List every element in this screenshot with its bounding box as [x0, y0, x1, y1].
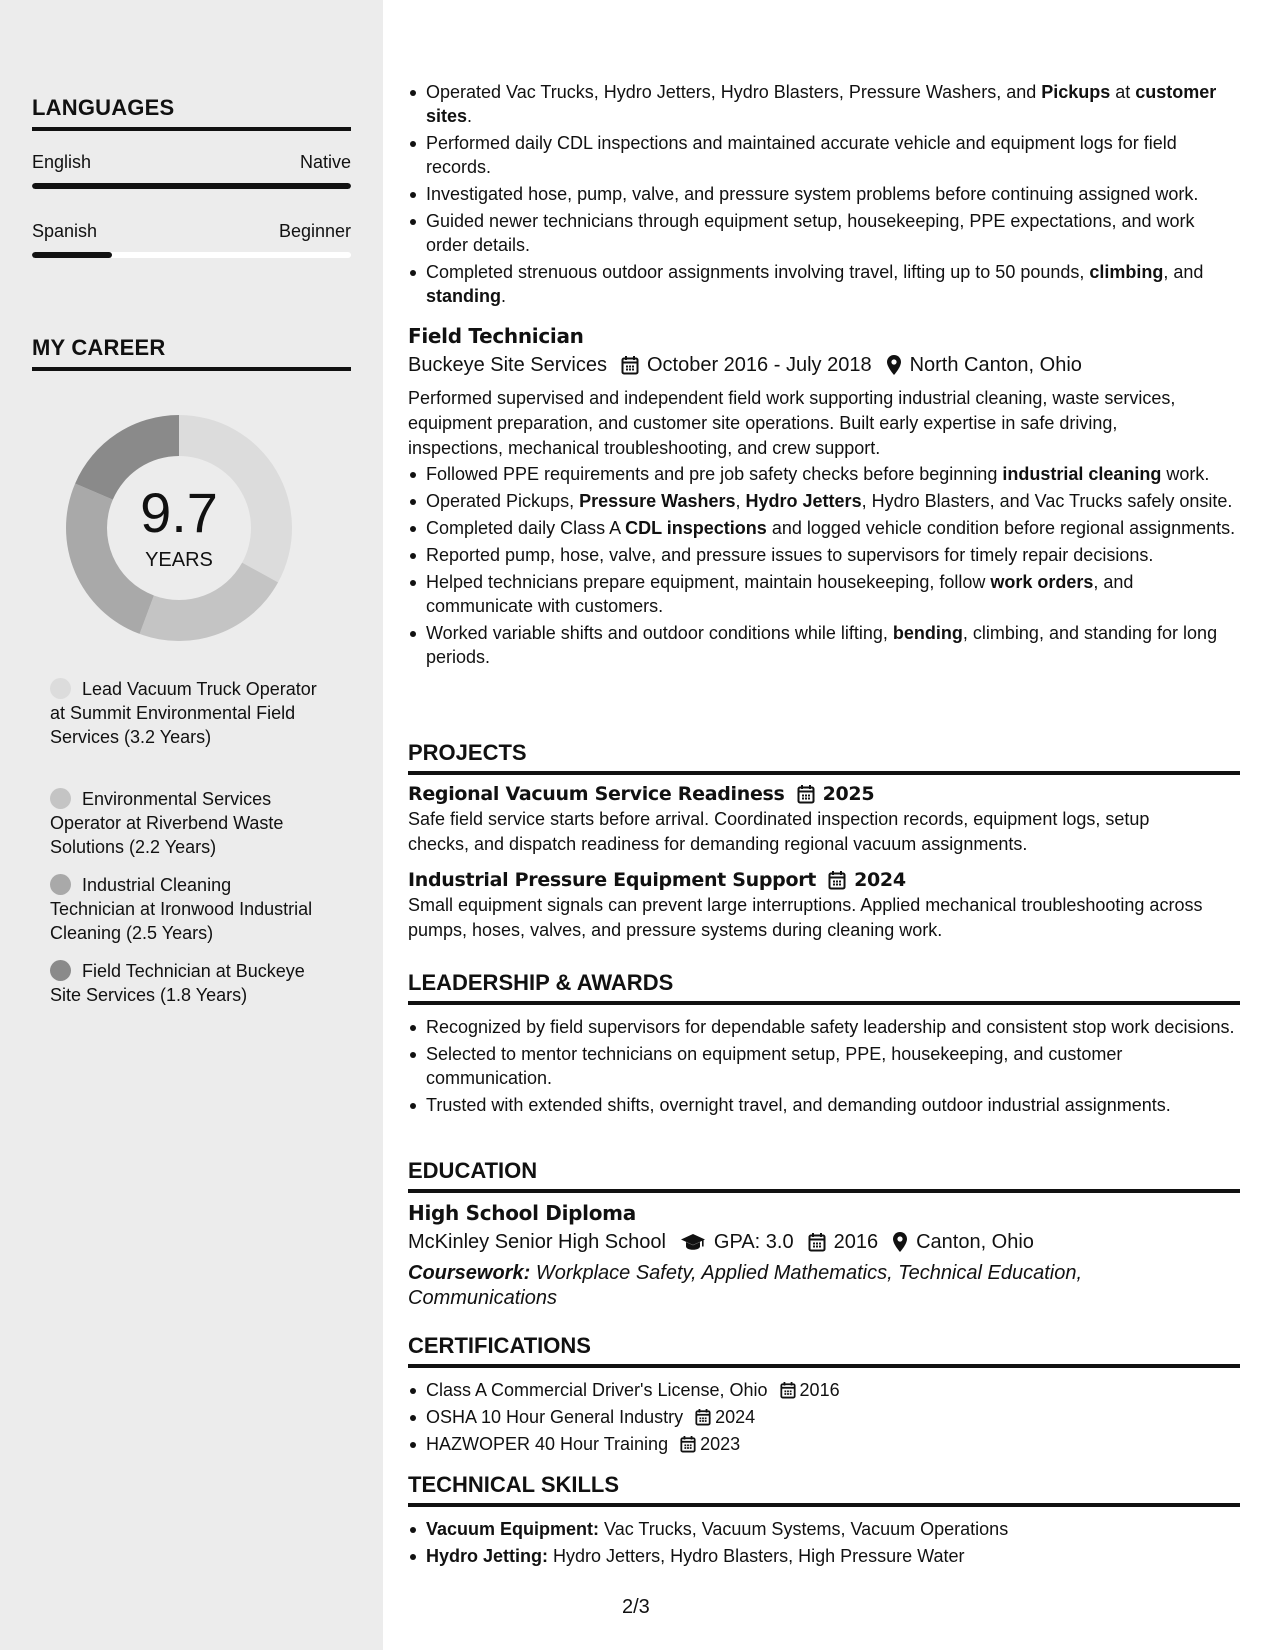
- calendar-icon: [695, 1408, 711, 1426]
- project-title-row: [408, 869, 1240, 891]
- bullet-list: [408, 1517, 1240, 1568]
- career-legend-label: Field Technician at Buckeye Site Services (1.8 Years): [50, 961, 305, 1005]
- bullet-text: Helped technicians prepare equipment, maintain housekeeping, follow: [426, 572, 991, 592]
- bullet-item: [408, 1042, 1240, 1090]
- bullet-item: [408, 209, 1240, 257]
- leadership-section: [408, 970, 1240, 1120]
- certification-name: HAZWOPER 40 Hour Training: [426, 1434, 669, 1454]
- bullet-list: [408, 462, 1240, 669]
- certification-item: [408, 1432, 1240, 1456]
- project-title: Industrial Pressure Equipment Support: [408, 869, 817, 891]
- calendar-icon: [797, 784, 815, 804]
- language-level: Beginner: [278, 221, 351, 241]
- calendar-icon: [680, 1435, 696, 1453]
- education-gpa: GPA: 3.0: [713, 1231, 794, 1253]
- bullet-text: Operated Pickups,: [426, 491, 580, 511]
- bullet-item: [408, 570, 1240, 618]
- bullet-bold-text: work orders: [990, 572, 1094, 592]
- sidebar: [0, 0, 383, 1650]
- bullet-text: .: [467, 106, 473, 126]
- skill-item: [408, 1517, 1240, 1541]
- legend-dot-icon: [50, 678, 71, 699]
- career-legend-label: Environmental Services Operator at Riverbend Waste Solutions (2.2 Years): [50, 789, 284, 857]
- project-year: 2024: [854, 869, 906, 891]
- bullet-text: .: [501, 286, 507, 306]
- education-meta: [408, 1227, 1240, 1257]
- language-bar-english: [32, 183, 351, 189]
- bullet-text: Completed strenuous outdoor assignments involving travel, lifting up to 50 pounds,: [426, 262, 1090, 282]
- calendar-icon: [621, 355, 639, 375]
- bullet-bold-text: CDL inspections: [625, 518, 767, 538]
- projects-section: [408, 740, 1240, 943]
- languages-heading: LANGUAGES: [32, 95, 351, 131]
- language-bar-fill: [32, 252, 112, 258]
- bullet-text: Trusted with extended shifts, overnight travel, and demanding outdoor industrial assignments.: [426, 1095, 1171, 1115]
- language-bar-fill: [32, 183, 351, 189]
- certification-name: OSHA 10 Hour General Industry: [426, 1407, 684, 1427]
- bullet-text: Followed PPE requirements and pre job safety checks before beginning: [426, 464, 1003, 484]
- job-summary: Performed supervised and independent field work supporting industrial cleaning, waste services, equipment preparation, and customer site operations. Built early expertise in safe driving, inspections, mechanical troubleshooting, and crew support.: [408, 388, 1176, 458]
- education-year: 2016: [833, 1231, 879, 1253]
- certification-year: 2023: [700, 1434, 741, 1454]
- bullet-text: Worked variable shifts and outdoor conditions while lifting,: [426, 623, 893, 643]
- coursework-value: Workplace Safety, Applied Mathematics, Technical Education, Communications: [408, 1262, 1083, 1309]
- donut-segment: [140, 563, 278, 641]
- certification-name: Class A Commercial Driver's License, Ohio: [426, 1380, 768, 1400]
- bullet-item: [408, 516, 1240, 540]
- skill-item: [408, 1544, 1240, 1568]
- calendar-icon: [780, 1381, 796, 1399]
- bullet-text: at: [1110, 82, 1136, 102]
- bullet-list: [408, 80, 1240, 308]
- bullet-bold-text: Hydro Jetters: [745, 491, 862, 511]
- legend-dot-icon: [50, 960, 71, 981]
- bullet-bold-text: climbing: [1089, 262, 1164, 282]
- career-legend-label: Industrial Cleaning Technician at Ironwood Industrial Cleaning (2.5 Years): [50, 875, 313, 943]
- career-legend-item: [50, 677, 320, 749]
- bullet-text: , climbing, and standing for long periods.: [426, 623, 1218, 667]
- location-pin-icon: [886, 354, 902, 376]
- certification-item: [408, 1378, 1240, 1402]
- bullet-text: Selected to mentor technicians on equipment setup, PPE, housekeeping, and customer communication.: [426, 1044, 1123, 1088]
- language-name: Spanish: [32, 221, 98, 241]
- language-row-spanish: [32, 221, 351, 242]
- location-pin-icon: [892, 1231, 908, 1253]
- education-section: [408, 1158, 1240, 1311]
- bullet-bold-text: standing: [426, 286, 501, 306]
- education-school: McKinley Senior High School: [408, 1231, 666, 1253]
- education-coursework: [408, 1261, 1128, 1311]
- career-years-label: YEARS: [145, 549, 213, 571]
- bullet-text: Reported pump, hose, valve, and pressure issues to supervisors for timely repair decisions.: [426, 545, 1154, 565]
- job-meta: [408, 350, 1240, 380]
- language-name: English: [32, 152, 92, 172]
- legend-dot-icon: [50, 788, 71, 809]
- project-description: Safe field service starts before arrival. Coordinated inspection records, equipment logs, setup checks, and dispatch readiness for demanding regional vacuum assignments.: [408, 809, 1150, 854]
- bullet-item: [408, 260, 1240, 308]
- bullet-text: Operated Vac Trucks, Hydro Jetters, Hydro Blasters, Pressure Washers, and: [426, 82, 1042, 102]
- bullet-item: [408, 621, 1240, 669]
- bullet-item: [408, 1015, 1240, 1039]
- page-number: 2/3: [622, 1596, 650, 1618]
- bullet-item: [408, 489, 1240, 513]
- project-description: Small equipment signals can prevent large interruptions. Applied mechanical troubleshooting across pumps, hoses, valves, and pressure systems during cleaning work.: [408, 895, 1203, 940]
- career-legend-item: [50, 873, 320, 945]
- skills-section: [408, 1472, 1240, 1571]
- bullet-text: Completed daily Class A: [426, 518, 626, 538]
- coursework-label: Coursework:: [408, 1262, 531, 1284]
- bullet-bold-text: bending: [892, 623, 963, 643]
- certification-year: 2024: [715, 1407, 756, 1427]
- main-content: [408, 0, 1240, 1650]
- skill-label: Vacuum Equipment:: [426, 1519, 600, 1539]
- bullet-text: , and: [1163, 262, 1204, 282]
- career-heading: MY CAREER: [32, 335, 351, 371]
- calendar-icon: [808, 1232, 826, 1252]
- skill-value: Vac Trucks, Vacuum Systems, Vacuum Operations: [604, 1519, 1009, 1539]
- career-legend-label: Lead Vacuum Truck Operator at Summit Environmental Field Services (3.2 Years): [50, 679, 317, 747]
- job-field-technician: [408, 324, 1240, 672]
- calendar-icon: [828, 870, 846, 890]
- project-title: Regional Vacuum Service Readiness: [408, 783, 785, 805]
- graduation-cap-icon: [680, 1232, 706, 1252]
- career-donut-chart: [66, 415, 292, 641]
- bullet-item: [408, 80, 1240, 128]
- skill-label: Hydro Jetting:: [426, 1546, 549, 1566]
- bullet-item: [408, 462, 1240, 486]
- bullet-bold-text: industrial cleaning: [1002, 464, 1162, 484]
- education-location: Canton, Ohio: [916, 1231, 1034, 1253]
- bullet-text: , and communicate with customers.: [426, 572, 1134, 616]
- leadership-heading: LEADERSHIP & AWARDS: [408, 970, 1240, 1005]
- bullet-text: Performed daily CDL inspections and maintained accurate vehicle and equipment logs for field records.: [426, 133, 1177, 177]
- education-degree: High School Diploma: [408, 1201, 636, 1225]
- career-total-years: 9.7: [140, 481, 218, 544]
- bullet-item: [408, 1093, 1240, 1117]
- career-legend-item: [50, 787, 320, 859]
- bullet-text: , Hydro Blasters, and Vac Trucks safely onsite.: [861, 491, 1233, 511]
- job-company: Buckeye Site Services: [408, 354, 607, 376]
- bullet-item: [408, 543, 1240, 567]
- certification-item: [408, 1405, 1240, 1429]
- bullet-text: Recognized by field supervisors for dependable safety leadership and consistent stop work decisions.: [426, 1017, 1235, 1037]
- bullet-bold-text: customer sites: [426, 82, 1217, 126]
- bullet-text: work.: [1161, 464, 1210, 484]
- bullet-text: Investigated hose, pump, valve, and pressure system problems before continuing assigned work.: [426, 184, 1199, 204]
- certifications-heading: CERTIFICATIONS: [408, 1333, 1240, 1368]
- job-title: Field Technician: [408, 324, 584, 348]
- bullet-list: [408, 1015, 1240, 1117]
- education-heading: EDUCATION: [408, 1158, 1240, 1193]
- project-title-row: [408, 783, 1240, 805]
- job-dates: October 2016 - July 2018: [646, 354, 872, 376]
- skill-value: Hydro Jetters, Hydro Blasters, High Pressure Water: [553, 1546, 965, 1566]
- skills-heading: TECHNICAL SKILLS: [408, 1472, 1240, 1507]
- language-bar-spanish: [32, 252, 351, 258]
- projects-heading: PROJECTS: [408, 740, 1240, 775]
- language-row-english: [32, 152, 351, 173]
- bullet-bold-text: Pickups: [1041, 82, 1111, 102]
- certifications-section: [408, 1333, 1240, 1459]
- language-level: Native: [299, 152, 351, 172]
- bullet-text: and logged vehicle condition before regional assignments.: [766, 518, 1236, 538]
- bullet-item: [408, 131, 1240, 179]
- job-location: North Canton, Ohio: [909, 354, 1082, 376]
- legend-dot-icon: [50, 874, 71, 895]
- project-year: 2025: [822, 783, 875, 805]
- career-legend-item: [50, 959, 320, 1007]
- bullet-bold-text: Pressure Washers: [579, 491, 736, 511]
- bullet-list: [408, 1378, 1240, 1456]
- previous-job-bullets: [408, 80, 1240, 311]
- certification-year: 2016: [799, 1380, 840, 1400]
- bullet-text: ,: [735, 491, 746, 511]
- bullet-item: [408, 182, 1240, 206]
- bullet-text: Guided newer technicians through equipment setup, housekeeping, PPE expectations, and work order details.: [426, 211, 1195, 255]
